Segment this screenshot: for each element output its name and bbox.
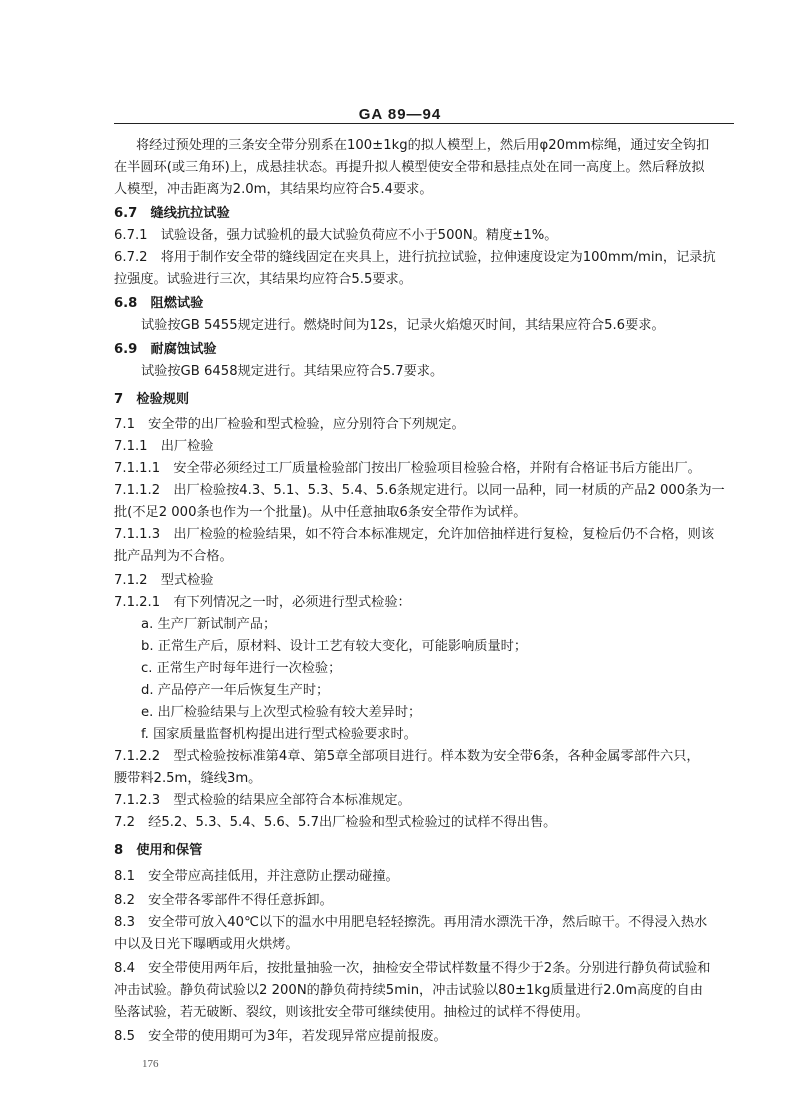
text-line: d. 产品停产一年后恢复生产时；: [141, 683, 330, 698]
text-line: f. 国家质量监督机构提出进行型式检验要求时。: [141, 727, 417, 742]
text-line: 7.1.1 出厂检验: [114, 439, 214, 454]
text-line: 腰带料2.5m，缝线3m。: [114, 771, 262, 786]
text-line: 8.1 安全带应高挂低用，并注意防止摆动碰撞。: [114, 869, 399, 884]
text-line: 7.1.2 型式检验: [114, 573, 214, 588]
section-heading: 6.7 缝线抗拉试验: [114, 206, 230, 221]
text-line: 试验按GB 5455规定进行。燃烧时间为12s，记录火焰熄灭时间，其结果应符合5.6要求。: [141, 318, 665, 333]
text-line: 7.2 经5.2、5.3、5.4、5.6、5.7出厂检验和型式检验过的试样不得出售。: [114, 815, 557, 830]
text-line: 7.1.2.3 型式检验的结果应全部符合本标准规定。: [114, 793, 411, 808]
text-line: 8.4 安全带使用两年后，按批量抽验一次，抽检安全带试样数量不得少于2条。分别进行静负荷试验和: [114, 961, 711, 976]
text-line: 7.1.1.2 出厂检验按4.3、5.1、5.3、5.4、5.6条规定进行。以同一品种，同一材质的产品2 000条为一: [114, 483, 725, 498]
text-line: 批(不足2 000条也作为一个批量)。从中任意抽取6条安全带作为试样。: [114, 505, 527, 520]
section-heading: 7 检验规则: [114, 392, 190, 407]
page-header-standard-code: GA 89—94: [358, 106, 442, 123]
text-line: 将经过预处理的三条安全带分别系在100±1kg的拟人模型上，然后用φ20mm棕绳，通过安全钩扣: [136, 138, 710, 153]
text-line: 7.1 安全带的出厂检验和型式检验，应分别符合下列规定。: [114, 417, 465, 432]
text-line: 6.7.1 试验设备，强力试验机的最大试验负荷应不小于500N。精度±1%。: [114, 228, 558, 243]
text-line: 中以及日光下曝晒或用火烘烤。: [114, 937, 299, 952]
text-line: e. 出厂检验结果与上次型式检验有较大差异时；: [141, 705, 422, 720]
text-line: b. 正常生产后，原材料、设计工艺有较大变化，可能影响质量时；: [141, 639, 528, 654]
text-line: a. 生产厂新试制产品；: [141, 617, 277, 632]
text-line: 7.1.1.3 出厂检验的检验结果，如不符合本标准规定，允许加倍抽样进行复检，复检后仍不合格，则该: [114, 527, 715, 542]
text-line: 6.7.2 将用于制作安全带的缝线固定在夹具上，进行抗拉试验，拉伸速度设定为100mm/min，记录抗: [114, 250, 716, 265]
text-line: 坠落试验，若无破断、裂纹，则该批安全带可继续使用。抽检过的试样不得使用。: [114, 1005, 589, 1020]
text-line: 试验按GB 6458规定进行。其结果应符合5.7要求。: [141, 364, 444, 379]
section-heading: 6.9 耐腐蚀试验: [114, 342, 217, 357]
text-line: 7.1.2.2 型式检验按标准第4章、第5章全部项目进行。样本数为安全带6条，各种金属零部件六只，: [114, 749, 700, 764]
text-line: 8.5 安全带的使用期可为3年，若发现异常应提前报废。: [114, 1029, 447, 1044]
text-line: 7.1.1.1 安全带必须经过工厂质量检验部门按出厂检验项目检验合格，并附有合格证书后方能出厂。: [114, 461, 701, 476]
text-line: 7.1.2.1 有下列情况之一时，必须进行型式检验：: [114, 595, 411, 610]
text-line: 8.3 安全带可放入40℃以下的温水中用肥皂轻轻擦洗。再用清水漂洗干净，然后晾干。不得浸入热水: [114, 915, 708, 930]
header-rule: [114, 123, 734, 124]
text-line: 在半圆环(或三角环)上，成悬挂状态。再提升拟人模型使安全带和悬挂点处在同一高度上。然后释放拟: [114, 160, 705, 175]
page-number: 176: [142, 1058, 159, 1070]
text-line: 冲击试验。静负荷试验以2 200N的静负荷持续5min，冲击试验以80±1kg质量进行2.0m高度的自由: [114, 983, 703, 998]
section-heading: 8 使用和保管: [114, 843, 203, 858]
text-line: 批产品判为不合格。: [114, 549, 233, 564]
text-line: 8.2 安全带各零部件不得任意拆卸。: [114, 893, 333, 908]
section-heading: 6.8 阻燃试验: [114, 296, 204, 311]
text-line: 人模型，冲击距离为2.0m，其结果均应符合5.4要求。: [114, 182, 433, 197]
text-line: 拉强度。试验进行三次，其结果均应符合5.5要求。: [114, 272, 412, 287]
text-line: c. 正常生产时每年进行一次检验；: [141, 661, 342, 676]
